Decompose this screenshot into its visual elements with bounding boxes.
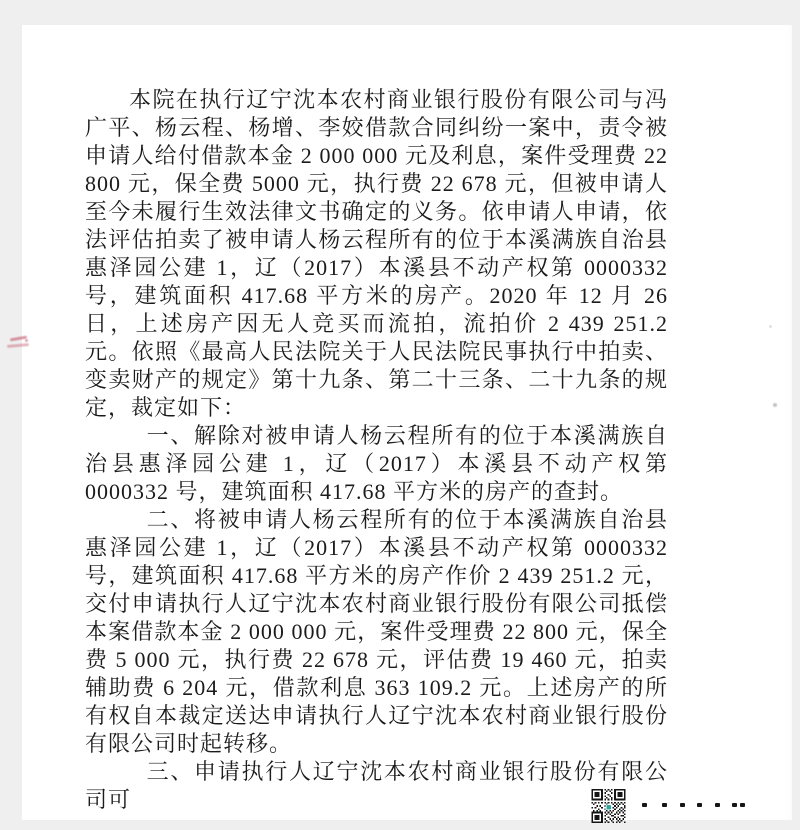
ruling-paragraph-intro: 本院在执行辽宁沈本农村商业银行股份有限公司与冯广平、杨云程、杨增、李姣借款合同纠纷一案中，责令被申请人给付借款本金 2 000 000 元及利息，案件受理费 22 800 元，保全费 5000 元，执行费 22 678 元，但被申请人至今未履行生效法律文书确定的义务。依申请人申请，依法评估拍卖了被申请人杨云程所有的位于本溪满族自治县惠泽园公建 1，辽（2017）本溪县不动产权第 0000332 号，建筑面积 417.68 平方米的房产。2020 年 12 月 26 日，上述房产因无人竞买而流拍，流拍价 2 439 251.2 元。依照《最高人民法院关于人民法院民事执行中拍卖、变卖财产的规定》第十九条、第二十三条、二十九条的规定，裁定如下： [85, 87, 668, 420]
ruling-item-3: 三、申请执行人辽宁沈本农村商业银行股份有限公司可 [85, 759, 668, 812]
scan-speck [773, 403, 777, 407]
ruling-item-1: 一、解除对被申请人杨云程所有的位于本溪满族自治县惠泽园公建 1，辽（2017）本溪县不动产权第 0000332 号，建筑面积 417.68 平方米的房产的查封。 [85, 423, 668, 504]
dot [740, 803, 745, 807]
dot [715, 803, 720, 807]
dot [697, 803, 702, 807]
qr-code-icon [590, 789, 627, 823]
scan-speck [769, 325, 772, 328]
red-ink-mark [25, 339, 28, 342]
dot [642, 803, 647, 807]
dot [732, 803, 737, 807]
ruling-text-block [85, 86, 668, 814]
ruling-item-2: 二、将被申请人杨云程所有的位于本溪满族自治县惠泽园公建 1，辽（2017）本溪县不动产权第 0000332 号，建筑面积 417.68 平方米的房产作价 2 439 251.2 元，交付申请执行人辽宁沈本农村商业银行股份有限公司抵偿本案借款本金 2 000 000 元，案件受理费 22 800 元，保全费 5 000 元，执行费 22 678 元，评估费 19 460 元，拍卖辅助费 6 204 元，借款利息 363 109.2 元。上述房产的所有权自本裁定送达申请执行人辽宁沈本农村商业银行股份有限公司时起转移。 [85, 507, 668, 756]
document-page [22, 25, 792, 820]
dot [662, 803, 667, 807]
dot [680, 803, 685, 807]
